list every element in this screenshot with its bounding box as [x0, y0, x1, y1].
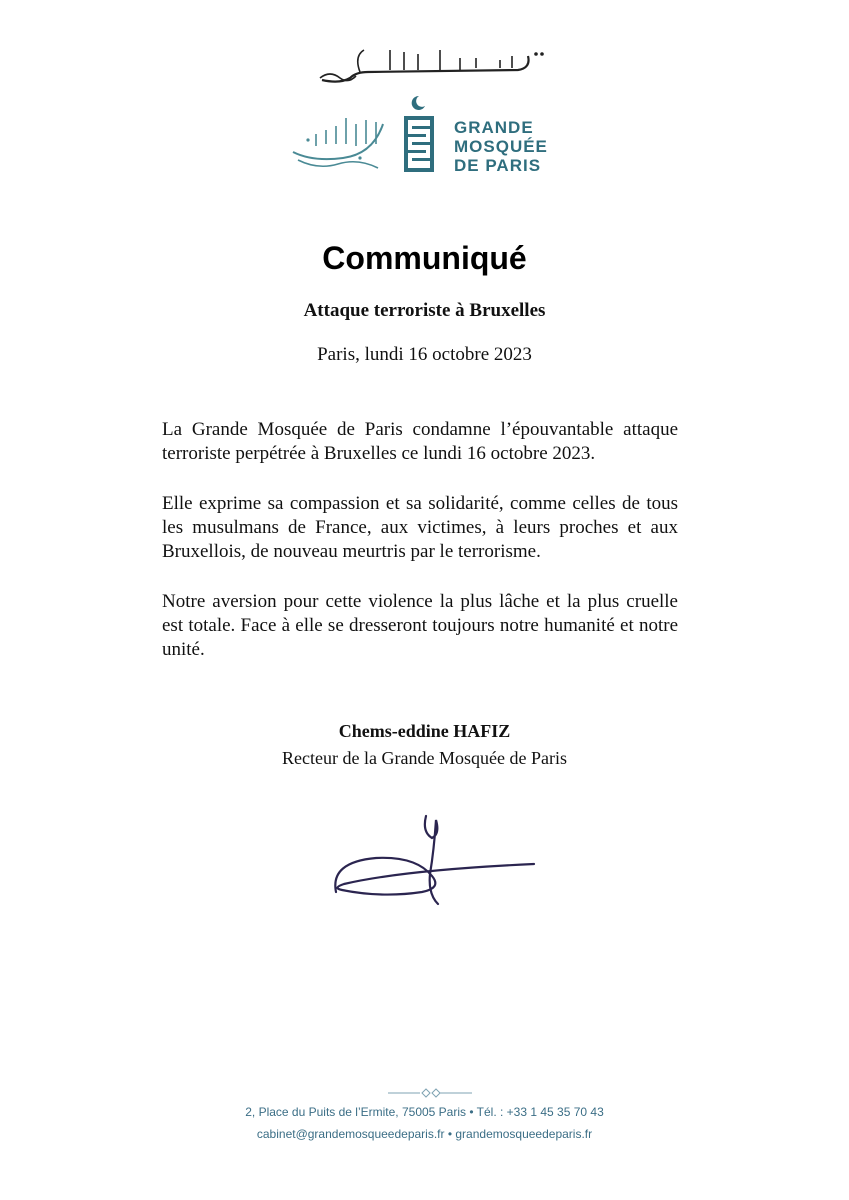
signer-name: Chems-eddine HAFIZ: [338, 721, 511, 741]
footer-ornament: [388, 1086, 472, 1100]
handwritten-signature: [330, 810, 540, 910]
signer-title: Recteur de la Grande Mosquée de Paris: [282, 748, 567, 768]
mosque-logo: [288, 92, 568, 176]
basmala-calligraphy: [300, 42, 550, 87]
brand-line-3: DE PARIS: [454, 156, 542, 175]
arabic-calligraphy-logo: [288, 114, 388, 172]
paragraph: Elle exprime sa compassion et sa solidarité, comme celles de tous les musulmans de France, aux victimes, à leurs proches et aux Bruxellois, de nouveau meurtris par le terrorisme.: [162, 493, 678, 562]
paragraph: Notre aversion pour cette violence la plus lâche et la plus cruelle est totale. Face à elle se dresseront toujours notre humanité et notre unité.: [162, 591, 678, 660]
footer-contact: cabinet@grandemosqueedeparis.fr • grandemosqueedeparis.fr: [256, 1127, 593, 1141]
brand-line-1: GRANDE: [454, 118, 534, 137]
communique-body: [162, 418, 678, 688]
footer-address: 2, Place du Puits de l’Ermite, 75005 Paris • Tél. : +33 1 45 35 70 43: [245, 1105, 604, 1119]
crescent-star-emblem: [400, 92, 438, 174]
subject-line: Attaque terroriste à Bruxelles: [303, 300, 546, 321]
brand-line-2: MOSQUÉE: [454, 137, 548, 156]
brand-wordmark: [454, 118, 548, 175]
page-title: Communiqué: [322, 240, 527, 276]
dateline: Paris, lundi 16 octobre 2023: [317, 344, 532, 365]
paragraph: La Grande Mosquée de Paris condamne l’épouvantable attaque terroriste perpétrée à Bruxelles ce lundi 16 octobre 2023.: [162, 419, 678, 464]
